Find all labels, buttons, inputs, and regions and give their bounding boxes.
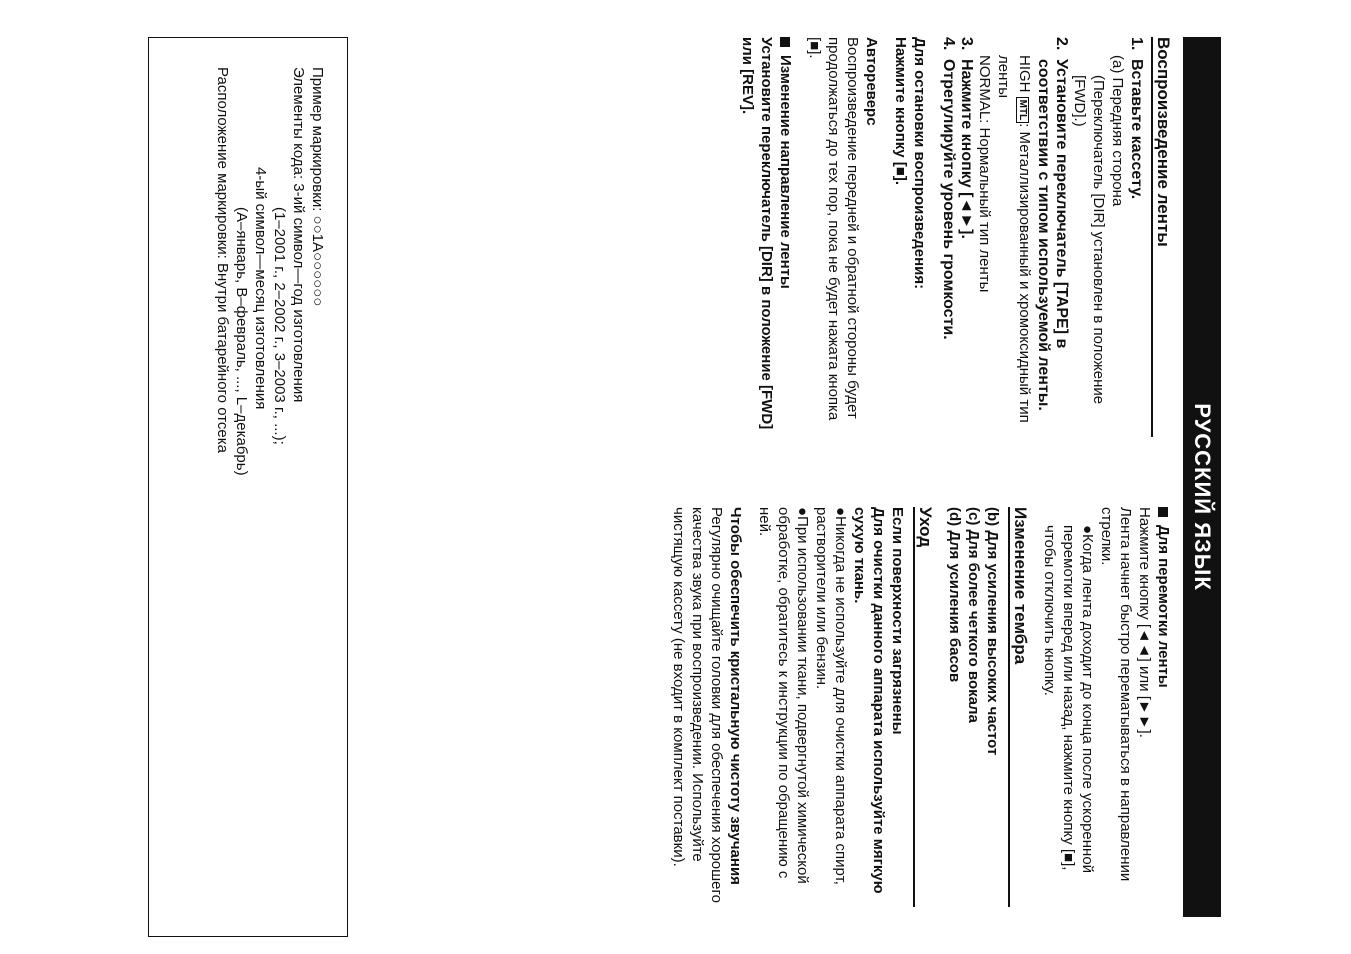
square-bullet-icon bbox=[1158, 507, 1168, 517]
heading-rule bbox=[913, 507, 915, 907]
direction-text: Установите переключатель [DIR] в положение [FWD] или [REV]. bbox=[739, 37, 775, 430]
stop-text: Нажмите кнопку [■]. bbox=[892, 37, 909, 186]
rewind-heading: Для перемотки ленты bbox=[1154, 507, 1173, 907]
step-2: 2. Установите переключатель [TAPE] в соответствии с типом используемой ленты. bbox=[1035, 37, 1070, 411]
rewind-text-1: Нажмите кнопку [◄◄] или [►►]. bbox=[1136, 507, 1153, 738]
step-1: 1. Вставьте кассету. bbox=[1128, 37, 1145, 200]
page-title: РУССКИЙ ЯЗЫК bbox=[1190, 403, 1215, 591]
left-column bbox=[738, 37, 1183, 437]
crystal-heading: Чтобы обеспечить кристальную чистоту звучания bbox=[727, 507, 744, 885]
crystal-text: Регулярно очищайте головки для обеспечения хорошего качества звука при воспроизведении. Используйте чистящую кассету (не входит в комплект поставки). bbox=[670, 507, 725, 904]
stop-heading: Для остановки воспроизведения: bbox=[911, 37, 928, 290]
clean-note-1: ●Никогда не используйте для очистки аппарата спирт, растворители или бензин. bbox=[813, 507, 849, 885]
tone-heading: Изменение тембра bbox=[1011, 507, 1030, 665]
rotated-page bbox=[141, 37, 1221, 917]
clean-note-2: ●При использовании ткани, подвергнутой химической обработке, обратитесь к инструкции по обращению с ней. bbox=[756, 507, 811, 884]
clean-text: Для очистки данного аппарата используйте мягкую сухую ткань. bbox=[851, 507, 887, 894]
mtl-badge: MTL bbox=[1016, 97, 1029, 124]
language-header bbox=[1183, 37, 1221, 917]
right-column bbox=[669, 507, 1183, 907]
step-4: 4. Отрегулируйте уровень громкости. bbox=[940, 37, 957, 340]
autoreverse-heading: Автореверс bbox=[863, 37, 880, 126]
tone-d: (d) Для усиления басов bbox=[946, 507, 963, 683]
care-heading: Уход bbox=[916, 507, 935, 548]
side-a-text: (a) Передняя сторона bbox=[1109, 55, 1126, 207]
marking-code: Элементы кода: 3-ий символ—год изготовления bbox=[290, 67, 307, 403]
clean-heading: Если поверхности загрязнены bbox=[889, 507, 906, 735]
normal-type: NORMAL: Нормальный тип ленты bbox=[976, 55, 993, 293]
marking-example: Пример маркировки: ○○1А○○○○○○ bbox=[309, 67, 326, 307]
playback-heading: Воспроизведение ленты bbox=[1154, 37, 1173, 247]
rewind-text-3: ●Когда лента доходит до конца после ускоренной перемотки вперед или назад, нажмите кнопку [■], чтобы отключить кнопку. bbox=[1041, 525, 1096, 874]
step-3: 3. Нажмите кнопку [◄►]. bbox=[958, 37, 975, 239]
marking-months: (А–январь, В–февраль, ..., L–декабрь) bbox=[233, 207, 250, 476]
high-type: HIGH MTL: Металлизированный и хромоксидный тип ленты bbox=[995, 55, 1033, 423]
square-bullet-icon bbox=[780, 37, 790, 47]
marking-month: 4-ый символ—месяц изготовления bbox=[252, 167, 269, 410]
tone-b: (b) Для усиления высоких частот bbox=[984, 507, 1001, 756]
marking-location: Расположение маркировки: Внутри батарейного отсека bbox=[214, 67, 231, 453]
rewind-text-2: Лента начнет быстро перематываться в направлении стрелки. bbox=[1098, 507, 1134, 882]
tone-c: (c) Для более четкого вокала bbox=[965, 507, 982, 723]
dir-note: (Переключатель [DIR] установлен в положение [FWD].) bbox=[1071, 75, 1107, 405]
direction-heading: Изменение направление ленты bbox=[776, 37, 795, 437]
autoreverse-text: Воспроизведение передней и обратной стороны будет продолжаться до тех пор, пока не будет нажата кнопка [■]. bbox=[806, 37, 861, 421]
marking-section bbox=[161, 37, 341, 917]
marking-years: (1–2001 г., 2–2002 г., 3–2003 г., ...); bbox=[271, 207, 288, 445]
